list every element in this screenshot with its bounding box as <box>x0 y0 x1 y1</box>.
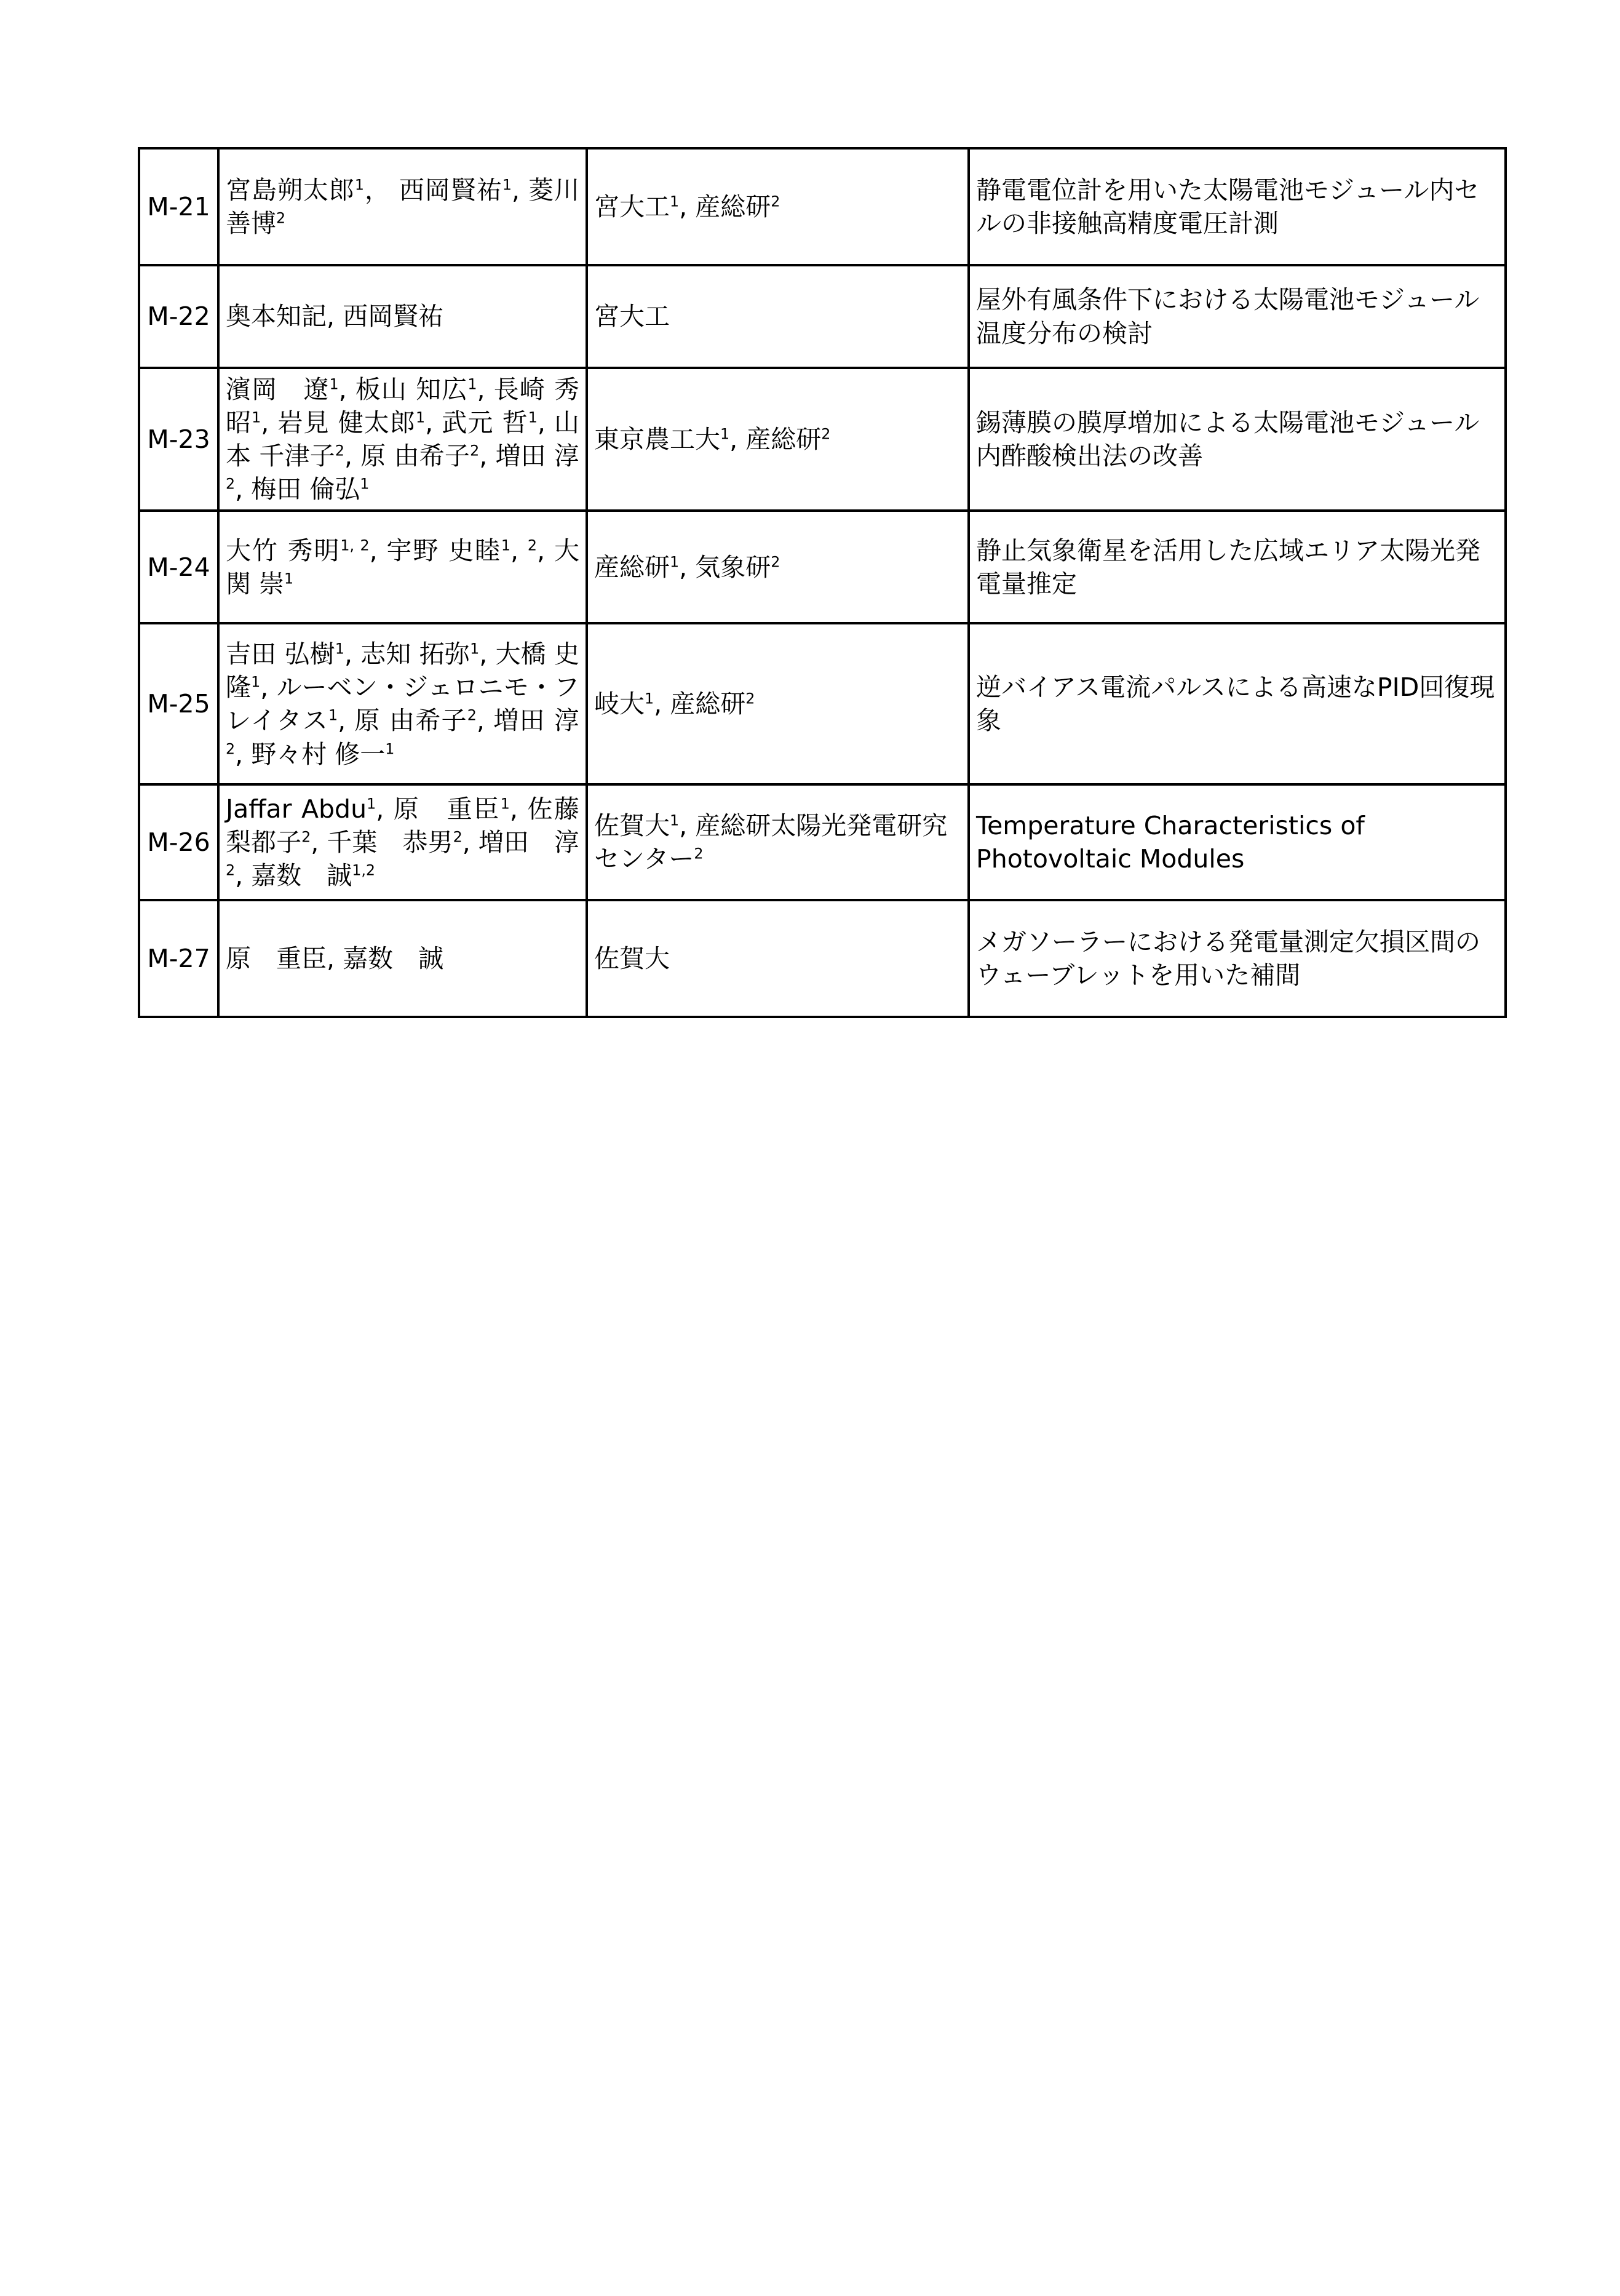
paper-id-cell: M-23 <box>139 368 218 511</box>
authors-cell: Jaffar Abdu$^1$, 原 重臣$^1$, 佐藤 梨都子$^2$, 千葉 恭男$^2$, 増田 淳$^2$, 嘉数 誠$^{1,2}$ <box>218 784 587 900</box>
title-cell: メガソーラーにおける発電量測定欠損区間のウェーブレットを用いた補間 <box>969 900 1506 1017</box>
title-cell: 静止気象衛星を活用した広域エリア太陽光発電量推定 <box>969 511 1506 623</box>
affiliation-cell: 佐賀大$^1$, 産総研太陽光発電研究センター$^2$ <box>587 784 969 900</box>
table-row <box>139 368 1506 511</box>
authors-cell: 原 重臣, 嘉数 誠 <box>218 900 587 1017</box>
program-table <box>138 147 1507 1018</box>
authors-cell: 奥本知記, 西岡賢祐 <box>218 265 587 368</box>
table-row <box>139 148 1506 265</box>
paper-id-cell: M-27 <box>139 900 218 1017</box>
affiliation-cell: 宮大工 <box>587 265 969 368</box>
title-cell: 屋外有風条件下における太陽電池モジュール温度分布の検討 <box>969 265 1506 368</box>
affiliation-cell: 佐賀大 <box>587 900 969 1017</box>
affiliation-cell: 岐大$^1$, 産総研$^2$ <box>587 623 969 784</box>
title-cell: Temperature Characteristics of Photovoltaic Modules <box>969 784 1506 900</box>
paper-id-cell: M-25 <box>139 623 218 784</box>
table-row <box>139 511 1506 623</box>
paper-id-cell: M-24 <box>139 511 218 623</box>
title-cell: 静電電位計を用いた太陽電池モジュール内セルの非接触高精度電圧計測 <box>969 148 1506 265</box>
affiliation-cell: 東京農工大$^1$, 産総研$^2$ <box>587 368 969 511</box>
table-row <box>139 900 1506 1017</box>
paper-id-cell: M-26 <box>139 784 218 900</box>
title-cell: 逆バイアス電流パルスによる高速なPID回復現象 <box>969 623 1506 784</box>
table-row <box>139 623 1506 784</box>
affiliation-cell: 産総研$^1$, 気象研$^2$ <box>587 511 969 623</box>
title-cell: 錫薄膜の膜厚増加による太陽電池モジュール内酢酸検出法の改善 <box>969 368 1506 511</box>
authors-cell: 大竹 秀明$^{1, 2}$, 宇野 史睦$^1$, $^2$, 大関 崇$^1$ <box>218 511 587 623</box>
authors-cell: 宮島朔太郎$^1$， 西岡賢祐$^1$, 菱川善博$^2$ <box>218 148 587 265</box>
table-row <box>139 784 1506 900</box>
authors-cell: 吉田 弘樹$^1$, 志知 拓弥$^1$, 大橋 史隆$^1$, ルーベン・ジェロニモ・フレイタス$^1$, 原 由希子$^2$, 増田 淳$^2$, 野々村 修一$^1$ <box>218 623 587 784</box>
affiliation-cell: 宮大工$^1$, 産総研$^2$ <box>587 148 969 265</box>
paper-id-cell: M-21 <box>139 148 218 265</box>
authors-cell: 濱岡 遼$^1$, 板山 知広$^1$, 長崎 秀昭$^1$, 岩見 健太郎$^1$, 武元 哲$^1$, 山本 千津子$^2$, 原 由希子$^2$, 増田 淳$^2$, 梅田 倫弘$^1$ <box>218 368 587 511</box>
paper-id-cell: M-22 <box>139 265 218 368</box>
table-row <box>139 265 1506 368</box>
